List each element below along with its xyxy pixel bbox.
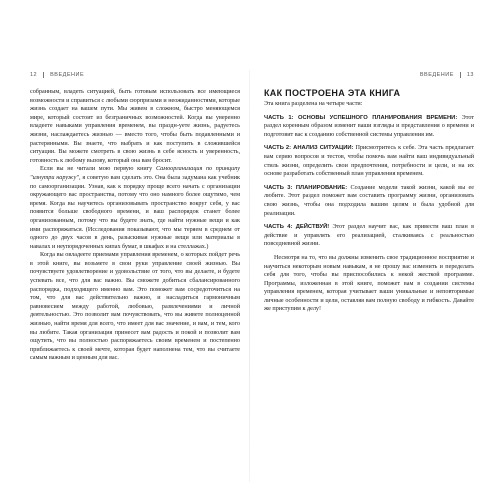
part-2 [264, 144, 474, 178]
part-3 [264, 184, 474, 218]
left-page-number: 12 [30, 72, 38, 78]
right-page [264, 70, 474, 482]
part-text: Этот раздел коренным образом изменит ваши взгляды и представления о времени и подготовит вас к созданию собственной системы управления им. [264, 114, 474, 138]
book-spread [20, 70, 480, 482]
right-running-head [264, 70, 474, 80]
part-text: Создание модели такой жизни, какой вы ее любите. Этот раздел поможет вам составить программу жизни, организовать свою жизнь, чтобы она подходила вашим целям и была удобной для реализации. [264, 184, 474, 217]
paragraph: Когда вы овладеете приемами управления временем, о которых пойдет речь в этой книге, вы возьмете в свои руки управление своей жизнью. Вы почувствуете удовлетворение и удовольствие от того, что вы делаете, и будете успевать все, что для вас важно. Вы сможете добиться сбалансированного распорядка, подходящего именно вам. Это поможет вам сосредоточиться на том, что для вас действительно важно, и насладиться гармоничным равновесием между работой, любовью, развлечениями и личной деятельностью. Это позволит вам почувствовать, что вы живете полноценной жизнью, найти время для всего, что имеет для вас значение, и вам, и тем, кого вы любите. Такая организация принесет вам радость и покой и позволит вам ощутить, что вы полностью распоряжаетесь своим временем и постепенно приближаетесь к своей мечте, которая будет наполнена тем, что вы считаете самым важным и ценным для вас. [30, 252, 240, 362]
left-running-head [30, 70, 240, 80]
left-body-text [30, 88, 240, 363]
paragraph: Несмотря на то, что вы должны изменить свое традиционное восприятие и научиться некоторым новым навыкам, я не прошу вас изменить и переделать себя для того, чтобы вы приспособились к некой жесткой программе. Программы, изложенная в этой книге, поможет вам в создании системы управления временем, которая учитывает ваши уникальные и неповторимые личные особенности и цели, оставляя вам полную свободу и гибкость. Давайте же приступим к делу! [264, 254, 474, 313]
left-section-title: ВВЕДЕНИЕ [50, 72, 85, 78]
right-section-title: ВВЕДЕНИЕ [419, 72, 454, 78]
part-label: ЧАСТЬ 4: ДЕЙСТВУЙ! [264, 224, 330, 231]
right-page-number: 13 [466, 72, 474, 78]
part-label: ЧАСТЬ 1: ОСНОВЫ УСПЕШНОГО ПЛАНИРОВАНИЯ ВРЕМЕНИ: [264, 114, 458, 121]
paragraph: собранным, владеть ситуацией, быть готовым использовать все имеющиеся возможности и справиться с любыми сюрпризами и неожиданностями, которые жизнь создает на вашем пути. Мы живем в сложном, быстро меняющемся мире, который состоит из безграничных возможностей. Когда вы уверенно владеете навыками управления временем, вы праздн-уете жизнь, радуетесь жизни, наслаждаетесь жизнью — вместо того, чтобы быть подавленными и растерянными. Вы знаете, что выбрать и как поступить в сложившейся ситуации. Вы можете смотреть в свою жизнь в себе ясность и уверенность, готовность к любому вызову, который она вам бросит. [30, 89, 240, 164]
part-label: ЧАСТЬ 2: АНАЛИЗ СИТУАЦИИ: [264, 145, 354, 152]
paragraph: Если вы не читали мою первую книгу Самоорганизация по принципу "изнутри наружу", я советую вам сделать это. Она была задумана как учебник по самоорганизации. Узнав, как к порядку проще всего начать с организации окружающего вас пространства, потому что оно намного более ощутимо, чем время. Когда вы научитесь организовывать пространство вокруг себя, у вас появится больше свободного времени, и ваш распорядок станет более организованным, потому что вы будете знать, где найти нужные вещи и как ими распоряжаться. (Исследования показывают, что мы теряем в среднем от одного до двух часов в день, разыскивая нужные вещи или материалы в навалах и неупорядоченных кипах бумаг, в шкафах и на стеллажах.) [30, 166, 240, 250]
part-1 [264, 114, 474, 140]
header-separator [460, 72, 461, 78]
intro-line: Эта книга разделена на четыре части: [264, 101, 363, 107]
chapter-title: КАК ПОСТРОЕНА ЭТА КНИГА [264, 88, 401, 98]
part-label: ЧАСТЬ 3: ПЛАНИРОВАНИЕ: [264, 184, 348, 191]
book-title: Самоорганизация по принципу "изнутри наружу" [30, 166, 240, 181]
closing-text [264, 254, 474, 314]
left-page [30, 70, 240, 482]
part-4 [264, 223, 474, 249]
part-text: Присмотритесь к себе. Эта часть предлагает вам серию вопросов и тестов, чтобы помочь вам найти ваш индивидуальный стиль жизни, определить свои предпочтения, потребности и цели, и на их основе разработать собственный план управления временем. [264, 145, 475, 178]
page-fold [249, 70, 250, 482]
part-text: Этот раздел научит вас, как привести ваш план в действие и управлять его реализацией, сталкиваясь с реальностью повседневной жизни. [264, 224, 475, 248]
header-separator [43, 72, 44, 78]
